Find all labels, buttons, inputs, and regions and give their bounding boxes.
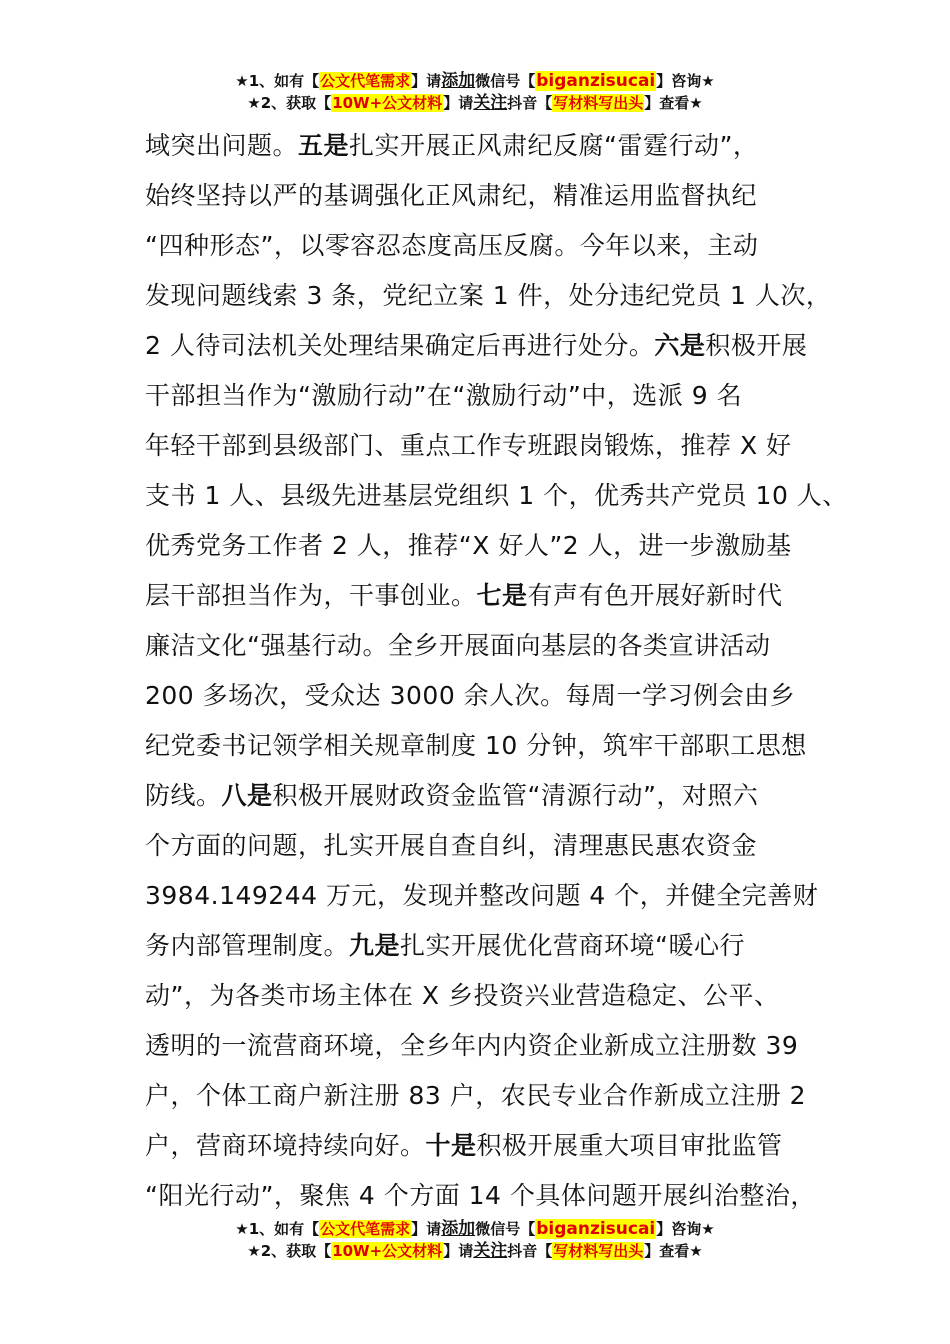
- document-body: [145, 121, 848, 1221]
- text-line: 年轻干部到县级部门、重点工作专班跟岗锻炼，推荐 X 好: [145, 431, 792, 460]
- text-line: 廉洁文化“强基行动。全乡开展面向基层的各类宣讲活动: [145, 631, 771, 660]
- text-line: 200 多场次，受众达 3000 余人次。每周一学习例会由乡: [145, 681, 796, 710]
- text: 域突出问题。: [145, 131, 299, 160]
- text: 积极开展重大项目审批监管: [476, 1131, 783, 1160]
- banner-text: 】请: [443, 94, 474, 112]
- banner-wechat-id: biganzisucai: [536, 1219, 656, 1239]
- text-line: [145, 121, 835, 171]
- banner-text: ★2、获取【: [247, 1242, 332, 1260]
- text-line: 个方面的问题，扎实开展自查自纠，清理惠民惠农资金: [145, 831, 758, 860]
- text: 有声有色开展好新时代: [527, 581, 783, 610]
- banner-text: 抖音【: [507, 1242, 553, 1260]
- text-line: [145, 921, 835, 971]
- text: 户，营商环境持续向好。: [145, 1131, 426, 1160]
- text: 务内部管理制度。: [145, 931, 350, 960]
- text-line: [145, 571, 835, 621]
- banner-text: 】咨询★: [656, 72, 715, 90]
- header-banner: [0, 70, 950, 114]
- banner-highlight: 公文代笔需求: [320, 1220, 411, 1238]
- banner-highlight: 10W+公文材料: [332, 94, 443, 112]
- text-line: 透明的一流营商环境，全乡年内内资企业新成立注册数 39: [145, 1031, 799, 1060]
- text-line: 纪党委书记领学相关规章制度 10 分钟，筑牢干部职工思想: [145, 731, 807, 760]
- banner-underline: 关注: [473, 1241, 508, 1261]
- bold-lead: 十是: [425, 1131, 477, 1160]
- text-line: “四种形态”，以零容忍态度高压反腐。今年以来，主动: [145, 231, 759, 260]
- banner-text: ★1、如有【: [235, 72, 320, 90]
- footer-banner: [0, 1218, 950, 1262]
- bold-lead: 八是: [221, 781, 273, 810]
- banner-underline: 关注: [473, 93, 508, 113]
- text: 积极开展财政资金监管“清源行动”，对照六: [272, 781, 759, 810]
- text-line: [145, 1121, 835, 1171]
- banner-underline: 添加: [441, 1219, 476, 1239]
- text-line: 支书 1 人、县级先进基层党组织 1 个，优秀共产党员 10 人、: [145, 481, 848, 510]
- bold-lead: 七是: [476, 581, 528, 610]
- text-line: “阳光行动”，聚焦 4 个方面 14 个具体问题开展纠治整治，: [145, 1181, 816, 1210]
- bold-lead: 九是: [349, 931, 401, 960]
- text: 扎实开展正风肃纪反腐“雷霆行动”，: [349, 131, 759, 160]
- banner-line-1: [0, 1218, 950, 1240]
- text-line: 发现问题线索 3 条，党纪立案 1 件，处分违纪党员 1 人次，: [145, 281, 832, 310]
- banner-line-1: [0, 70, 950, 92]
- banner-text: 】请: [411, 1220, 442, 1238]
- banner-highlight: 写材料写出头: [553, 1242, 644, 1260]
- banner-text: 】查看★: [644, 94, 703, 112]
- text-line: 干部担当作为“激励行动”在“激励行动”中，选派 9 名: [145, 381, 743, 410]
- text: 积极开展: [705, 331, 808, 360]
- text-line: 动”，为各类市场主体在 X 乡投资兴业营造稳定、公平、: [145, 981, 780, 1010]
- banner-line-2: [0, 1240, 950, 1262]
- text-line: [145, 321, 835, 371]
- text-line: [145, 771, 835, 821]
- banner-text: ★1、如有【: [235, 1220, 320, 1238]
- text: 扎实开展优化营商环境“暖心行: [400, 931, 745, 960]
- banner-text: 】查看★: [644, 1242, 703, 1260]
- text: 2 人待司法机关处理结果确定后再进行处分。: [145, 331, 655, 360]
- text: 层干部担当作为，干事创业。: [145, 581, 477, 610]
- text-line: 始终坚持以严的基调强化正风肃纪，精准运用监督执纪: [145, 181, 758, 210]
- text: 防线。: [145, 781, 222, 810]
- text-line: 优秀党务工作者 2 人，推荐“X 好人”2 人，进一步激励基: [145, 531, 792, 560]
- banner-highlight: 写材料写出头: [553, 94, 644, 112]
- text-line: 3984.149244 万元，发现并整改问题 4 个，并健全完善财: [145, 881, 819, 910]
- banner-text: ★2、获取【: [247, 94, 332, 112]
- banner-underline: 添加: [441, 71, 476, 91]
- banner-highlight: 公文代笔需求: [320, 72, 411, 90]
- banner-wechat-id: biganzisucai: [536, 71, 656, 91]
- banner-line-2: [0, 92, 950, 114]
- bold-lead: 五是: [298, 131, 350, 160]
- banner-text: 抖音【: [507, 94, 553, 112]
- banner-text: 】咨询★: [656, 1220, 715, 1238]
- banner-text: 微信号【: [475, 1220, 536, 1238]
- bold-lead: 六是: [654, 331, 706, 360]
- text-line: 户，个体工商户新注册 83 户，农民专业合作新成立注册 2: [145, 1081, 807, 1110]
- banner-highlight: 10W+公文材料: [332, 1242, 443, 1260]
- banner-text: 】请: [443, 1242, 474, 1260]
- banner-text: 】请: [411, 72, 442, 90]
- banner-text: 微信号【: [475, 72, 536, 90]
